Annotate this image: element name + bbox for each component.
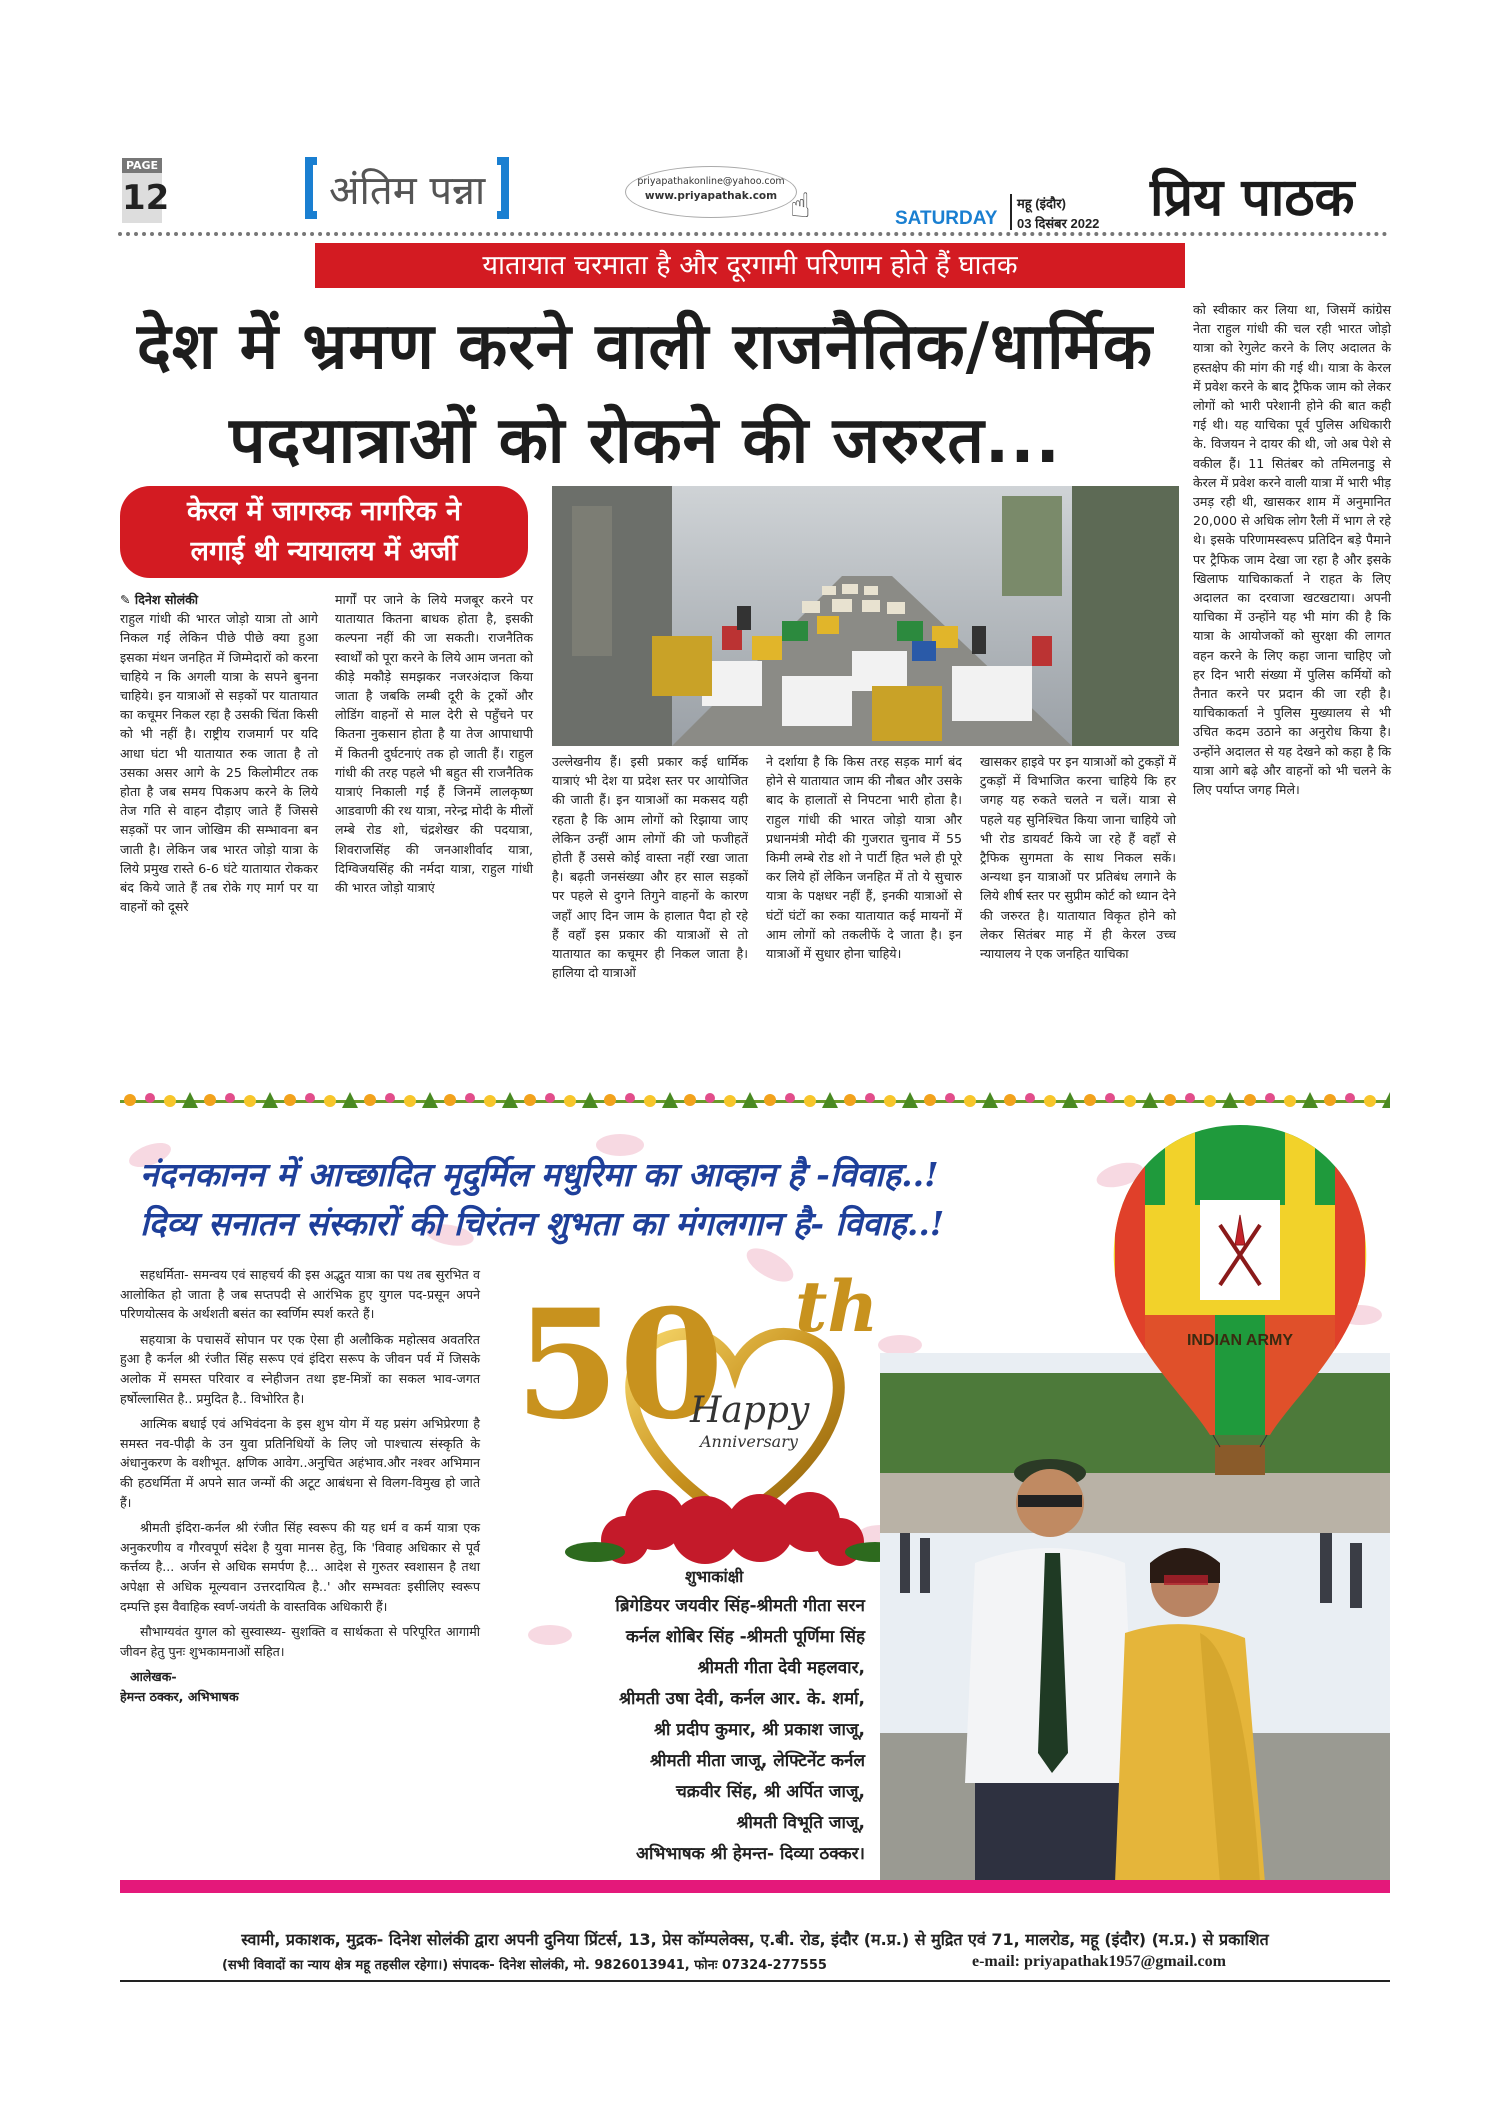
right-bracket	[497, 157, 509, 219]
jurisdiction-editor-line: (सभी विवादों का न्याय क्षेत्र महू तहसील रहेगा।) संपादक- दिनेश सोलंकी, मो. 9826013941, फोनः 07324-277555	[222, 1958, 827, 1973]
article-text-1: राहुल गांधी की भारत जोड़ो यात्रा तो आगे निकल गई लेकिन पीछे पीछे क्या हुआ इसका मंथन जनहित में जिम्मेदारों को करना चाहिये न कि अगली यात्रा के सपने बुनना चाहिये। इन यात्राओं से सड़कों पर यातायात का कचूमर निकल रहा है उसकी चिंता किसी को भी नहीं है। राष्ट्रीय राजमार्ग पर यदि आधा घंटा भी यातायात रुक जाता है तो उसका असर आगे के 25 किलोमीटर तक होता है जब समय पिकअप करने के लिये तेज गति से वाहन दौड़ाए जाते हैं जिससे सड़कों पर जान जोखिम की सम्भावना बन जाती है। लेकिन जब भारत जोड़ो यात्रा के लिये प्रमुख रास्ते 6-6 घंटे यातायात रोककर बंद किये जाते हैं तब रोके गए मार्ग पर या वाहनों को दूसरे	[120, 611, 318, 915]
top-banner: यातायात चरमाता है और दूरगामी परिणाम होते हैं घातक	[315, 243, 1185, 288]
article-column-1	[120, 590, 318, 916]
article-column-6	[1193, 300, 1391, 799]
badge-happy: Happy	[690, 1390, 810, 1431]
weekday: SATURDAY	[895, 208, 998, 229]
wisher-line: श्रीमती मीता जाजू, लेफ्टिनेंट कर्नल	[650, 1751, 865, 1771]
ad-paragraph-2: सहयात्रा के पचासवें सोपान पर एक ऐसा ही अलौकिक महोत्सव अवतरित हुआ है कर्नल श्री रंजीत सिंह सरूप एवं इंदिरा सरूप के जीवन पर्व में जिसके अलोक में समस्त परिवार व स्नेहीजन तथा इष्ट-मित्रों का सकल भाव-जगत हर्षोल्लासित है.. प्रमुदित है.. विभोरित है।	[120, 1331, 480, 1406]
left-bracket	[305, 157, 317, 219]
wisher-line: चक्रवीर सिंह, श्री अर्पित जाजू,	[676, 1782, 865, 1802]
wisher-line: ब्रिगेडियर जयवीर सिंह-श्रीमती गीता सरन	[615, 1596, 865, 1616]
traffic-photo-image	[552, 486, 1179, 746]
hot-air-balloon	[1095, 1115, 1385, 1495]
wisher-line: अभिभाषक श्री हेमन्त- दिव्या ठक्कर।	[636, 1844, 865, 1864]
wisher-line: श्री प्रदीप कुमार, श्री प्रकाश जाजू,	[653, 1720, 865, 1740]
section-title: अंतिम पन्ना	[329, 167, 486, 214]
traffic-photo	[552, 486, 1179, 746]
flower-border	[120, 1088, 1390, 1114]
byline: ✎ दिनेश सोलंकी	[120, 592, 199, 607]
issue-date: 03 दिसंबर 2022	[1017, 216, 1100, 231]
wishers-title: शुभाकांक्षी	[685, 1567, 744, 1586]
subhead-line1: केरल में जागरुक नागरिक ने	[187, 496, 461, 527]
article-column-3	[552, 752, 748, 982]
flower-garland-graphic	[120, 1088, 1390, 1114]
headline-line1: देश में भ्रमण करने वाली राजनैतिक/धार्मिक	[137, 310, 1153, 384]
website-link[interactable]: www.priyapathak.com	[644, 190, 778, 202]
ad-tagline-1: नंदनकानन में आच्छादित मृदुर्मिल मधुरिमा का आव्हान है -विवाह..!	[140, 1155, 939, 1194]
ad-body-text	[120, 1265, 480, 1706]
wishers-list	[510, 1591, 865, 1870]
article-text-5: खासकर हाइवे पर इन यात्राओं को टुकड़ों में टुकड़ों में विभाजित करना चाहिये कि हर जगह यह रुकते चलते न चलें। यात्रा से पहले यह सुनिश्चित किया जाना चाहिये जो भी रोड डायवर्ट किये जा रहे हैं वहाँ से ट्रैफिक सुगमता के साथ निकल सकें। अन्यथा इन यात्राओं पर प्रतिबंध लगाने के लिये शीर्ष स्तर पर सुप्रीम कोर्ट को ध्यान देने की जरुरत है। यातायात विकृत होने को लेकर सितंबर माह में ही केरल उच्च न्यायालय ने एक जनहित याचिका	[980, 754, 1176, 962]
article-text-6: को स्वीकार कर लिया था, जिसमें कांग्रेस नेता राहुल गांधी की चल रही भारत जोड़ो यात्रा को रेगुलेट करने के लिए अदालत के हस्तक्षेप की मांग की गई थी। यात्रा के केरल में प्रवेश करने के बाद ट्रैफिक जाम को लेकर लोगों को भारी परेशानी होने की बात कही गई थी। यह याचिका पूर्व पुलिस अधिकारी के. विजयन ने दायर की थी, जो अब पेशे से वकील हैं। 11 सितंबर को तमिलनाडु से केरल में प्रवेश करने वाली यात्रा में भारी भीड़ उमड़ रही थी, खासकर शाम में अनुमानित 20,000 से अधिक लोग रैली में भाग ले रहे थे। इसके परिणामस्वरूप प्रतिदिन बड़े पैमाने पर ट्रैफिक जाम देखा जा रहा है और इसके खिलाफ याचिकाकर्ता ने राहत के लिए अदालत का दरवाजा खटखटाया। अपनी याचिका में उन्होंने यह भी मांग की है कि यात्रा के आयोजकों को सुरक्षा की लागत वहन करने के लिए कहा जाना चाहिए जो हर दिन भारी संख्या में पुलिस कर्मियों को तैनात करने पर प्रदान की जा रही है। याचिकाकर्ता ने पुलिस मुख्यालय से भी उचित कदम उठाने का अनुरोध किया है। उन्होंने अदालत से यह देखने को कहा है कि यात्रा आगे बढ़े और वाहनों को भी चलने के लिए पर्याप्त जगह मिले।	[1193, 302, 1391, 798]
main-headline	[120, 300, 1170, 488]
footer-rule	[120, 1980, 1390, 1982]
article-text-3: उल्लेखनीय हैं। इसी प्रकार कई धार्मिक यात्राएं भी देश या प्रदेश स्तर पर आयोजित की जाती हैं। इन यात्राओं का मकसद यही रहता है कि आम लोगों को रिझाया जाए लेकिन उन्हीं आम लोगों की जो फजीहतें होती हैं उससे कोई वास्ता नहीं रखा जाता है। बढ़ती जनसंख्या और हर साल सड़कों पर पहले से दुगने तिगुने वाहनों के कारण जहाँ आए दिन जाम के हालात पैदा हो रहे हैं वहाँ इस प्रकार की यात्राओं से तो यातायात का कचूमर ही निकल जाता है। हालिया दो यात्राओं	[552, 754, 748, 981]
place-name: महू (इंदौर)	[1017, 196, 1066, 211]
author-name: हेमन्त ठक्कर, अभिभाषक	[120, 1688, 239, 1704]
masthead-logo: प्रिय पाठक	[1150, 167, 1355, 228]
page-number-box	[122, 158, 170, 226]
pointer-hand-icon: ☝	[790, 186, 811, 226]
imprint-line: स्वामी, प्रकाशक, मुद्रक- दिनेश सोलंकी द्वारा अपनी दुनिया प्रिंटर्स, 13, प्रेस कॉम्पलेक्स, ए.बी. रोड, इंदौर (म.प्र.) से मुद्रित एवं 71, मालरोड, महू (इंदौर) (म.प्र.) से प्रकाशित	[241, 1930, 1269, 1949]
ad-paragraph-4: श्रीमती इंदिरा-कर्नल श्री रंजीत सिंह स्वरूप की यह धर्म व कर्म यात्रा एक अनुकरणीय व गौरवपूर्ण संदेश है युवा मानस हेतु, कि 'विवाह अधिकार से पूर्व कर्त्तव्य है... अर्जन से अधिक समर्पण है... आदेश से गुरुतर स्वशासन है तथा अपेक्षा से अधिक मूल्यवान उत्तरदायित्व है..' और सम्भवतः इसीलिए स्वरूप दम्पत्ति इस वैवाहिक स्वर्ण-जयंती के वास्तविक अधिकारी हैं।	[120, 1520, 480, 1614]
badge-suffix: th	[795, 1265, 879, 1348]
section-title-box	[305, 155, 509, 221]
ad-paragraph-3: आत्मिक बधाई एवं अभिवंदना के इस शुभ योग में यह प्रसंग अभिप्रेरणा है समस्त नव-पीढ़ी के उन युवा प्रतिनिधियों के लिए जो पाश्चात्य संस्कृति के अंधानुकरण के वशीभूत. क्षणिक आवेग..अनुचित अहंभाव.और नश्वर अभिमान की हठधर्मिता में अपने सात जन्मों की अटूट आबंधना से विलग-विमुख हो जाते हैं।	[120, 1416, 480, 1510]
ad-paragraph-5: सौभाग्यवंत युगल को सुस्वास्थ्य- सुशक्ति व सार्थकता से परिपूरित आगामी जीवन हेतु पुनः शुभकामनाओं सहित।	[120, 1624, 480, 1659]
badge-number: 50	[515, 1277, 724, 1453]
website-badge	[625, 166, 797, 218]
article-text-4: ने दर्शाया है कि किस तरह सड़क मार्ग बंद होने से यातायात जाम की नौबत और उसके बाद के हालातों से निपटना भारी होता है। राहुल गांधी की भारत जोड़ो यात्रा और प्रधानमंत्री मोदी की गुजरात चुनाव में 55 किमी लम्बे रोड शो ने पार्टी हित भले ही पूरे कर लिये हों लेकिन जनहित में तो ये सुचारु यात्रा के पक्षधर नहीं हैं, इनकी यात्राओं से घंटों घंटों का रुका यातायात कई मायनों में आम लोगों को तकलीफें दे जाता है। इन यात्राओं में सुधार होना चाहिये।	[766, 754, 962, 962]
balloon-label: INDIAN ARMY	[1186, 1332, 1294, 1349]
wishers-block	[510, 1565, 865, 1870]
headline-line2: पदयात्राओं को रोकने की जरुरत...	[229, 404, 1061, 478]
ad-bottom-bar	[120, 1880, 1390, 1893]
balloon-graphic	[1095, 1115, 1385, 1495]
article-column-4	[766, 752, 962, 963]
article-column-2	[335, 590, 533, 897]
wisher-line: श्रीमती उषा देवी, कर्नल आर. के. शर्मा,	[619, 1689, 865, 1709]
anniversary-ad	[120, 1115, 1390, 1890]
date-divider	[1010, 194, 1012, 230]
subhead-line2: लगाई थी न्यायालय में अर्जी	[190, 536, 458, 567]
header-email: priyapathakonline@yahoo.com	[637, 176, 785, 187]
article-column-5	[980, 752, 1176, 963]
badge-anniversary: Anniversary	[700, 1432, 798, 1451]
author-label: आलेखक-	[130, 1669, 177, 1685]
ad-paragraph-1: सहधर्मिता- समन्वय एवं साहचर्य की इस अद्भुत यात्रा का पथ तब सुरभित व आलोकित हो जाता है जब सप्तपदी से आरंभिक हुए युगल पद-प्रसून अपने परिणयोत्सव के अर्थशती बसंत का स्वर्णिम स्पर्श करते हैं।	[120, 1267, 480, 1322]
page-label: PAGE	[122, 158, 162, 173]
wisher-line: श्रीमती गीता देवी महलवार,	[697, 1658, 865, 1678]
page-number: 12	[122, 173, 162, 223]
header-divider	[118, 232, 1388, 236]
ad-tagline-2: दिव्य सनातन संस्कारों की चिरंतन शुभता का मंगलगान है- विवाह..!	[140, 1204, 945, 1243]
sub-headline	[120, 486, 528, 578]
wisher-line: श्रीमती विभूति जाजू,	[736, 1813, 865, 1833]
article-text-2: मार्गों पर जाने के लिये मजबूर करने पर यातायात कितना बाधक होता है, इसकी कल्पना नहीं की जा सकती। राजनैतिक स्वार्थों को पूरा करने के लिये आम जनता को कीड़े मकौड़े समझकर नजरअंदाज किया जाता है जबकि लम्बी दूरी के ट्रकों और लोडिंग वाहनों से माल देरी से पहुँचने पर कितना नुकसान होता है या तेज आपाधापी में कितनी दुर्घटनाएं तक हो जाती हैं। राहुल गांधी की तरह पहले भी बहुत सी राजनैतिक यात्राएं निकाली गईं हैं जिनमें लालकृष्ण आडवाणी की रथ यात्रा, नरेन्द्र मोदी के मीलों लम्बे रोड शो, चंद्रशेखर की पदयात्रा, शिवराजसिंह की जनआशीर्वाद यात्रा, दिग्विजयसिंह की नर्मदा यात्रा, राहुल गांधी की भारत जोड़ो यात्राएं	[335, 592, 533, 896]
contact-email[interactable]: e-mail: priyapathak1957@gmail.com	[972, 1953, 1226, 1970]
wisher-line: कर्नल शोबिर सिंह -श्रीमती पूर्णिमा सिंह	[625, 1627, 865, 1647]
